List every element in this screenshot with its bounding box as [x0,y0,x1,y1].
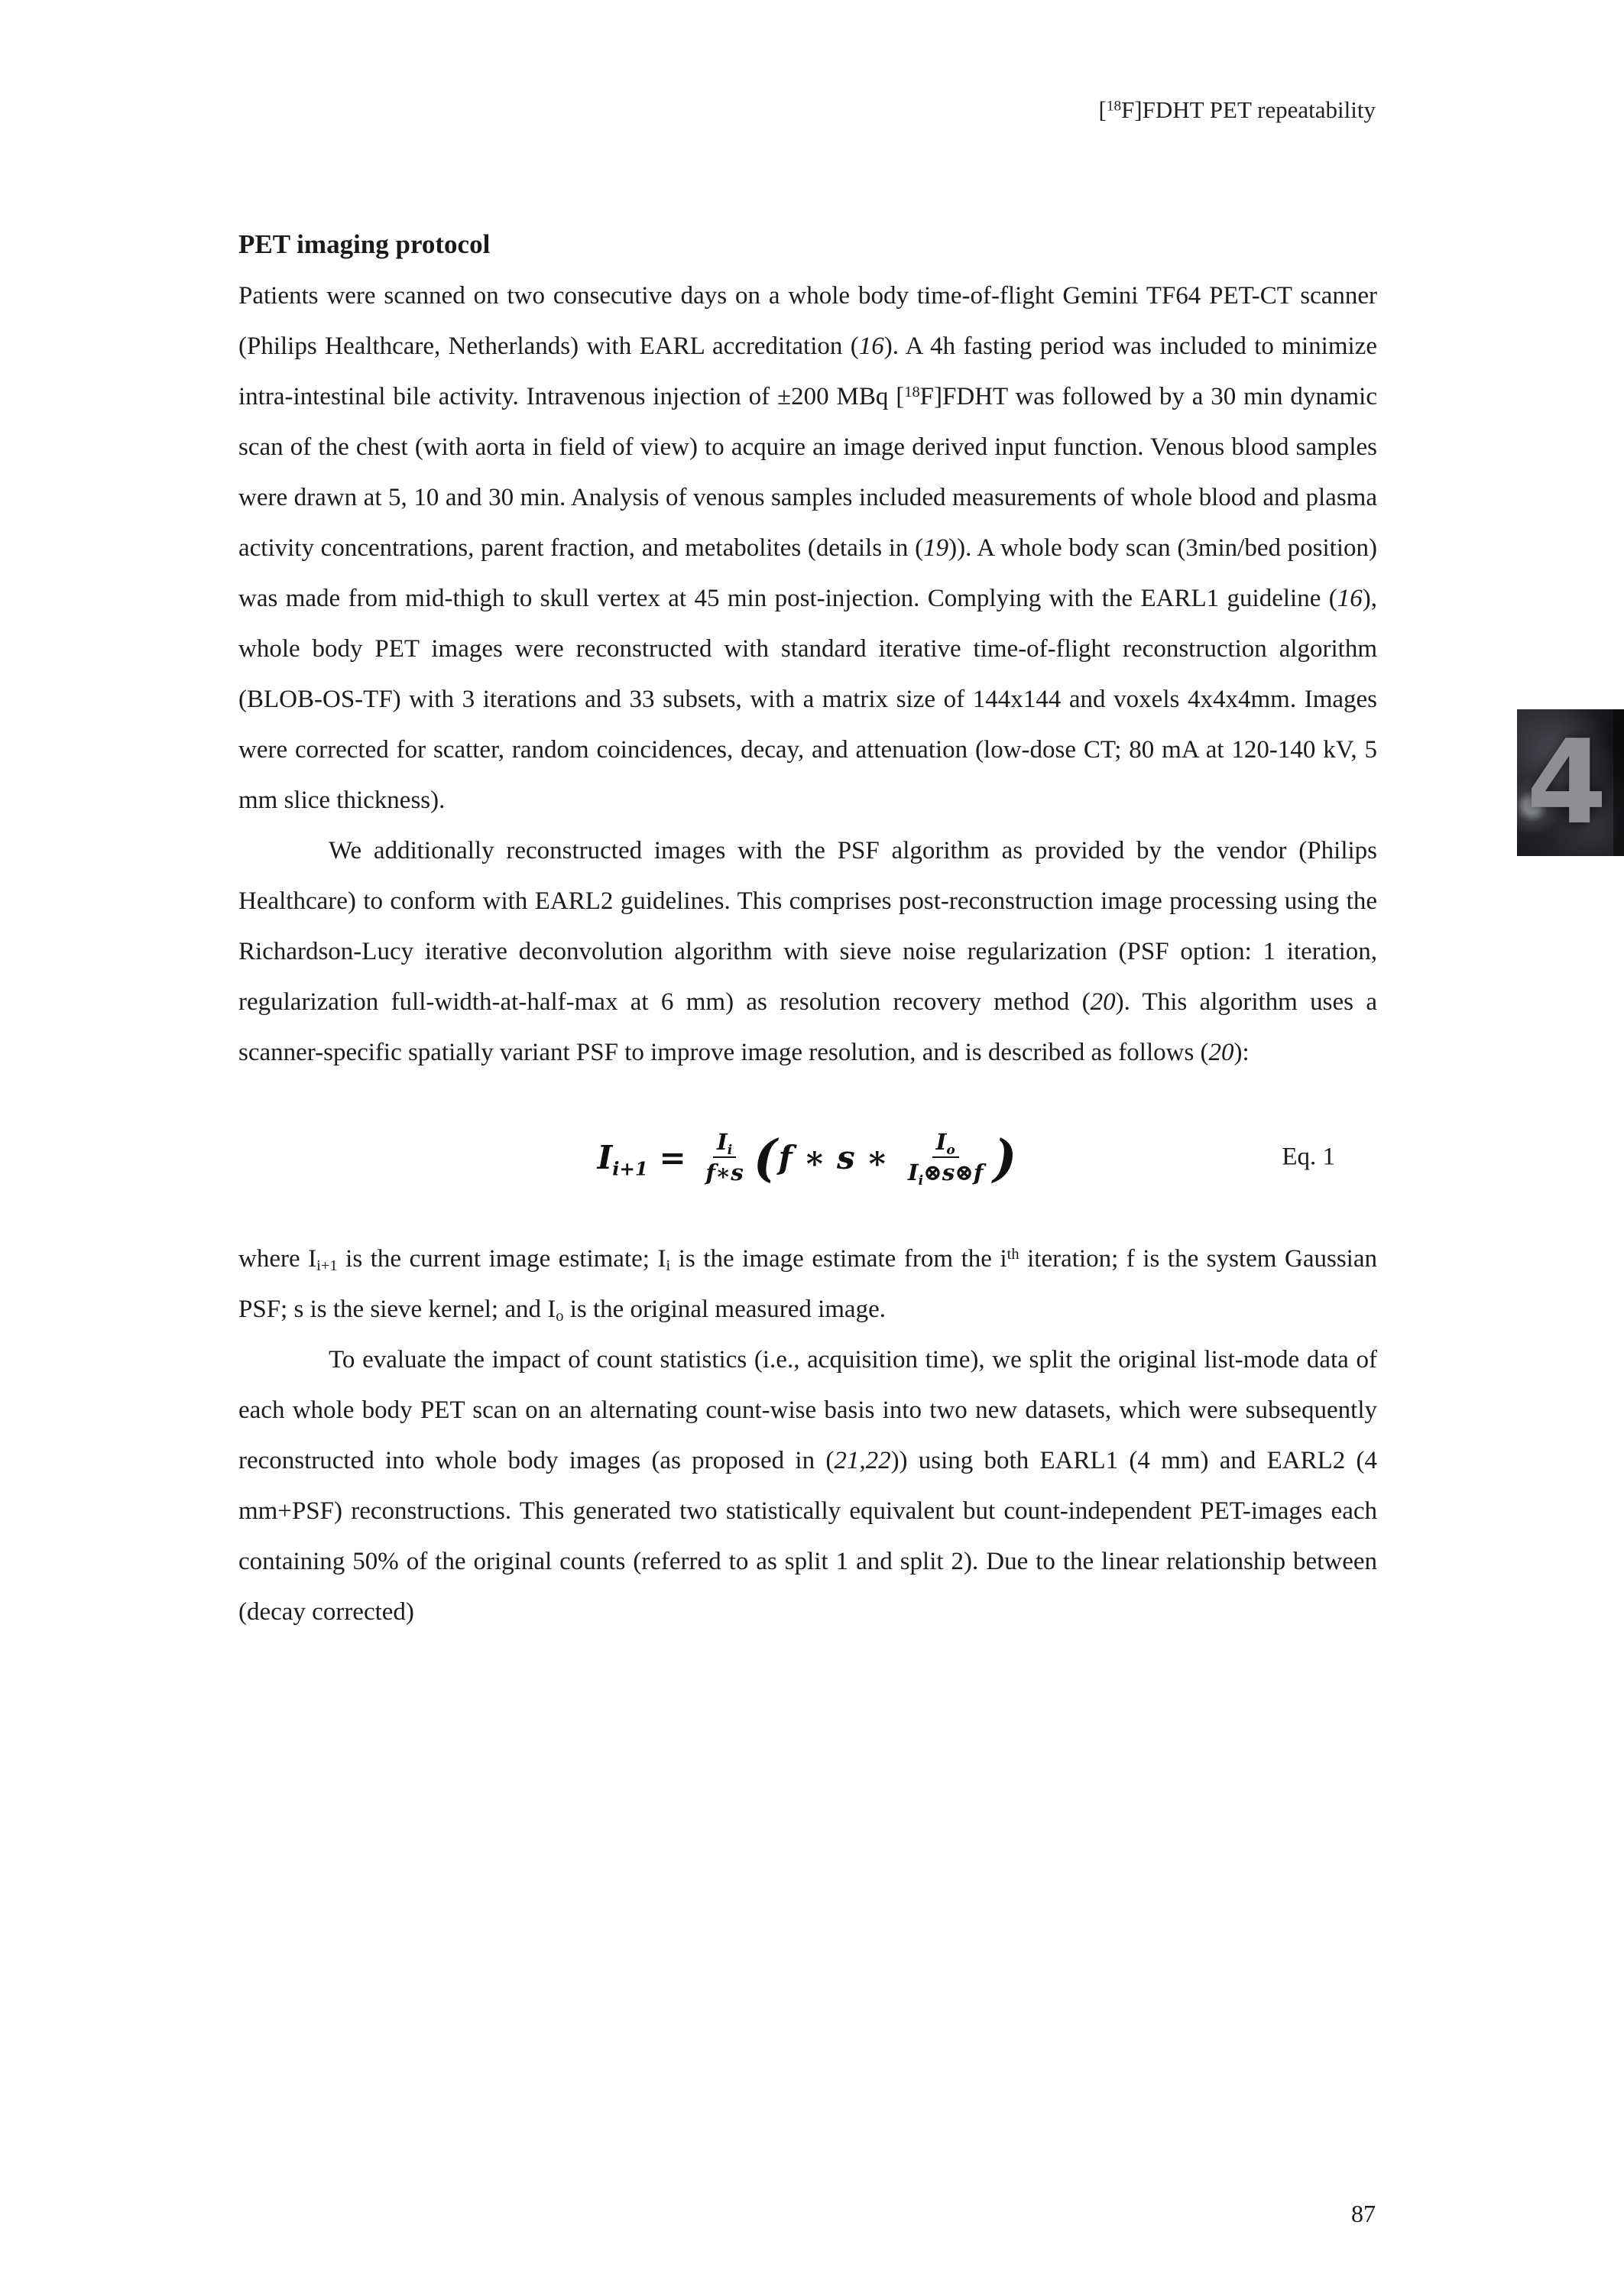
equation-fraction-1 [702,1129,747,1185]
equation-fraction-2 [904,1128,987,1189]
equation-1: $I_{i+1}$ = $\frac{I_i}{f∗s}$ ( f ∗ s ∗ $\frac{I_o}{I_i\otimes s\otimes f}$ ) [597,1128,1017,1189]
page-number: 87 [1351,2200,1376,2227]
equation-lhs: $I_{i+1}$ = [597,1138,698,1180]
paragraph-term-definitions: where $I_{i+1}$ is the current image estimate; $I_i$ is the image estimate from the $i^{th}$ iteration; f is the system Gaussian PSF; s is the sieve kernel; and $I_o$ is the original measured image. [238,1245,1377,1325]
chapter-tab [1517,709,1624,856]
fraction-1-denominator: f∗s [705,1159,744,1185]
paragraph-psf-reconstruction: We additionally reconstructed images with the PSF algorithm as provided by the vendor (Philips Healthcare) to conform with EARL2 guidelines. This comprises post-reconstruction image processing using the Richardson-Lucy iterative deconvolution algorithm with sieve noise regularization (PSF option: 1 iteration, regularization full-width-at-half-max at 6 mm) as resolution recovery method (20). This algorithm uses a scanner-specific spatially variant PSF to improve image resolution, and is described as follows (20): [238,837,1377,1066]
running-header: [$^{18}$F]FDHT PET repeatability [1098,96,1376,123]
equation-block [238,1111,1377,1203]
fraction-1-numerator: $I_i$ [713,1129,736,1158]
main-text-column [238,229,1377,1637]
chapter-number: 4 [1526,715,1607,850]
paragraph-count-statistics: To evaluate the impact of count statistics (i.e., acquisition time), we split the original list-mode data of each whole body PET scan on an alternating count-wise basis into two new datasets, which were subsequently reconstructed into whole body images (as proposed in (21,22)) using both EARL1 (4 mm) and EARL2 (4 mm+PSF) reconstructions. This generated two statistically equivalent but count-independent PET-images each containing 50% of the original counts (referred to as split 1 and split 2). Due to the linear relationship between (decay corrected) [238,1346,1377,1626]
paragraph-imaging-protocol: Patients were scanned on two consecutive days on a whole body time-of-flight Gemini TF64 PET-CT scanner (Philips Healthcare, Netherlands) with EARL accreditation (16). A 4h fasting period was included to minimize intra-intestinal bile activity. Intravenous injection of ±200 MBq [$^{18}$F]FDHT was followed by a 30 min dynamic scan of the chest (with aorta in field of view) to acquire an image derived input function. Venous blood samples were drawn at 5, 10 and 30 min. Analysis of venous samples included measurements of whole blood and plasma activity concentrations, parent fraction, and metabolites (details in (19)). A whole body scan (3min/bed position) was made from mid-thigh to skull vertex at 45 min post-injection. Complying with the EARL1 guideline (16), whole body PET images were reconstructed with standard iterative time-of-flight reconstruction algorithm (BLOB-OS-TF) with 3 iterations and 33 subsets, with a matrix size of 144x144 and voxels 4x4x4mm. Images were corrected for scatter, random coincidences, decay, and attenuation (low-dose CT; 80 mA at 120-140 kV, 5 mm slice thickness). [238,282,1378,814]
fraction-2-numerator: $I_o$ [932,1129,959,1158]
equation-label: Eq. 1 [1282,1143,1335,1171]
section-heading: PET imaging protocol [238,229,491,259]
fraction-2-denominator: $I_i\otimes s\otimes f$ [907,1159,984,1189]
equation-middle-term: f ∗ s ∗ [778,1138,900,1176]
